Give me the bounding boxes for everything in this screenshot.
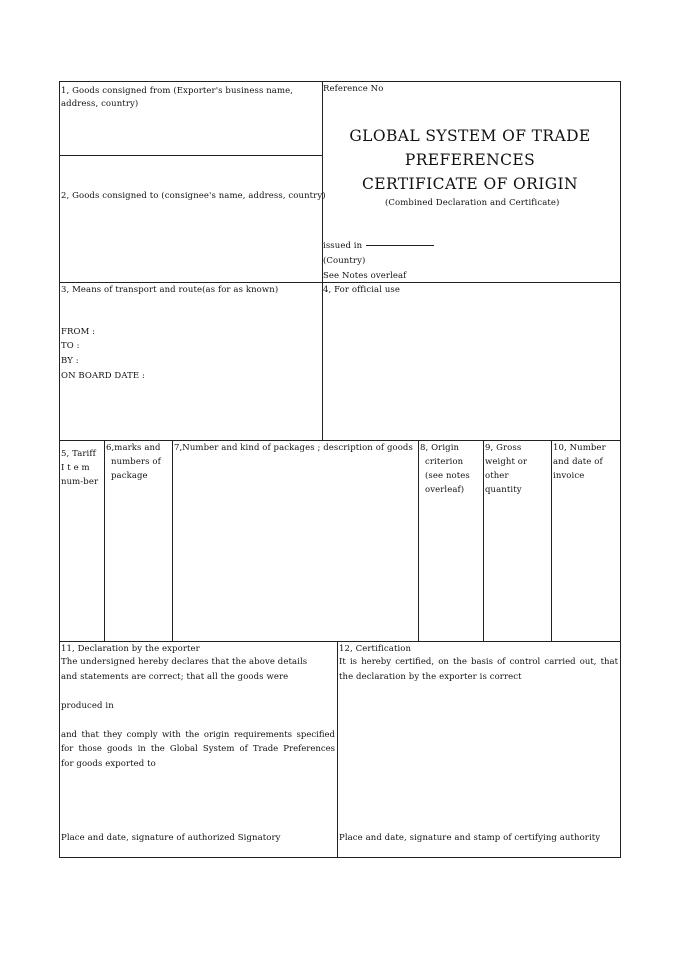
- col6-header-line2: numbers of: [111, 457, 161, 467]
- form-border-left: [59, 81, 60, 858]
- title-line-1: GLOBAL SYSTEM OF TRADE: [349, 127, 591, 145]
- col9-header-line2: weight or: [485, 457, 528, 467]
- box12-line1: It is hereby certified, on the basis of control carried out, that: [339, 657, 618, 667]
- col10-header-line2: and date of: [553, 457, 603, 467]
- country-label: (Country): [323, 256, 366, 266]
- box11-line2: and statements are correct; that all the goods were: [61, 672, 289, 682]
- title-line-2: PREFERENCES: [404, 151, 536, 169]
- box1-label-line2: address, country): [61, 99, 139, 109]
- form-border-right: [620, 81, 621, 858]
- col-divider-5-6: [104, 440, 105, 641]
- title-line-3: CERTIFICATE OF ORIGIN: [361, 175, 579, 193]
- col-divider-7-8: [418, 440, 419, 641]
- certificate-subtitle: (Combined Declaration and Certificate): [385, 198, 560, 208]
- box11-line4: for those goods in the Global System of Trade Preferences: [61, 744, 335, 754]
- col5-header-line2: I t e m: [61, 463, 90, 473]
- box1-label-line1: 1, Goods consigned from (Exporter's business name,: [61, 86, 294, 96]
- col-divider-9-10: [551, 440, 552, 641]
- col8-header-line4: overleaf): [425, 485, 465, 495]
- by-label: BY :: [61, 356, 79, 366]
- issued-in-underline: [366, 245, 434, 246]
- col5-header-line3: num-ber: [61, 477, 99, 487]
- col6-header-line3: package: [111, 471, 148, 481]
- box12-line2: the declaration by the exporter is correct: [339, 672, 522, 682]
- issued-in-label: issued in: [323, 241, 363, 251]
- col7-header: 7,Number and kind of packages ; description of goods: [174, 443, 413, 453]
- col6-header-line1: 6,marks and: [106, 443, 161, 453]
- produced-in-label: produced in: [61, 701, 114, 711]
- box2-label: 2, Goods consigned to (consignee's name, address, country): [61, 191, 326, 201]
- lower-divider-vertical: [337, 641, 338, 858]
- on-board-date-label: ON BOARD DATE :: [61, 371, 145, 381]
- box3-label: 3, Means of transport and route(as for as known): [61, 285, 279, 295]
- col-divider-6-7: [172, 440, 173, 641]
- box11-signature-label: Place and date, signature of authorized Signatory: [61, 833, 281, 843]
- box11-line1: The undersigned hereby declares that the above details: [61, 657, 308, 667]
- box12-label: 12, Certification: [339, 644, 412, 654]
- col10-header-line3: invoice: [553, 471, 585, 481]
- col-divider-8-9: [483, 440, 484, 641]
- box11-label: 11, Declaration by the exporter: [61, 644, 200, 654]
- box12-signature-label: Place and date, signature and stamp of certifying authority: [339, 833, 601, 843]
- col9-header-line1: 9, Gross: [485, 443, 522, 453]
- col9-header-line4: quantity: [485, 485, 522, 495]
- box11-line3: and that they comply with the origin requirements specified: [61, 730, 335, 740]
- col9-header-line3: other: [485, 471, 509, 481]
- form-border-bottom: [59, 857, 621, 858]
- to-label: TO :: [61, 341, 80, 351]
- col10-header-line1: 10, Number: [553, 443, 606, 453]
- reference-no-label: Reference No: [323, 84, 384, 94]
- from-label: FROM :: [61, 327, 96, 337]
- col5-header-line1: 5, Tariff: [61, 449, 96, 459]
- col8-header-line1: 8, Origin: [420, 443, 460, 453]
- box11-line5: for goods exported to: [61, 759, 156, 769]
- box4-label: 4, For official use: [323, 285, 400, 295]
- box1-bottom-line: [59, 155, 323, 156]
- col8-header-line3: (see notes: [425, 471, 470, 481]
- see-notes-label: See Notes overleaf: [323, 271, 407, 281]
- col8-header-line2: criterion: [425, 457, 464, 467]
